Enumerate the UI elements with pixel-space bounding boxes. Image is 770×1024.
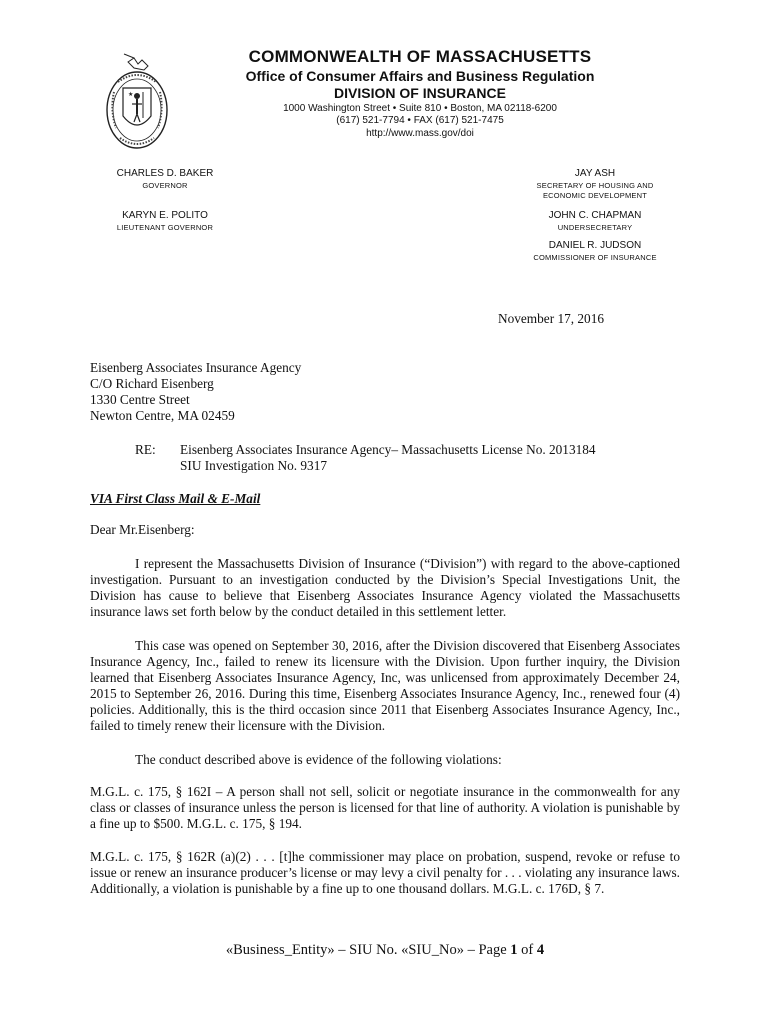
secretary-name: JAY ASH xyxy=(574,168,616,179)
secretary-title-1: SECRETARY OF HOUSING AND xyxy=(536,181,654,190)
recipient-line: 1330 Centre Street xyxy=(90,392,190,407)
undersecretary-title: UNDERSECRETARY xyxy=(557,223,633,232)
phone-line: (617) 521-7794 • FAX (617) 521-7475 xyxy=(336,115,504,126)
recipient-line: Eisenberg Associates Insurance Agency xyxy=(90,360,302,375)
governor-name: CHARLES D. BAKER xyxy=(116,168,214,179)
recipient-line: Newton Centre, MA 02459 xyxy=(90,408,235,423)
paragraph-1: I represent the Massachusetts Division of Insurance (“Division”) with regard to the above-captioned investigation. Pursuant to an investigation conducted by the Division’s Special Investigations Unit, the Division has cause to believe that Eisenberg Associates Insurance Agency violated the Massachusetts insurance laws set forth below by the conduct detailed in this settlement letter. xyxy=(90,556,680,619)
paragraph-2: This case was opened on September 30, 2016, after the Division discovered that Eisenberg Associates Insurance Agency, Inc., failed to renew its licensure with the Division. Upon further inquiry, the Division learned that Eisenberg Associates Insurance Agency, Inc, was unlicensed from approximately December 24, 2015 to September 26, 2016. During this time, Eisenberg Associates Insurance Agency, Inc., renewed four (4) policies. Additionally, this is the third occasion since 2011 that Eisenberg Associates Insurance Agency, Inc., failed to timely renew their licensure with the Division. xyxy=(90,638,680,733)
letter-date: November 17, 2016 xyxy=(498,311,604,326)
undersecretary-name: JOHN C. CHAPMAN xyxy=(548,210,642,221)
state-seal xyxy=(104,52,170,152)
division-title: DIVISION OF INSURANCE xyxy=(334,85,506,101)
commonwealth-title: COMMONWEALTH OF MASSACHUSETTS xyxy=(248,47,592,66)
paragraph-3: The conduct described above is evidence of the following violations: xyxy=(135,752,502,767)
footer-page-number: 1 xyxy=(510,942,518,958)
address-line: 1000 Washington Street • Suite 810 • Boston, MA 02118-6200 xyxy=(283,103,557,114)
paragraph-4: M.G.L. c. 175, § 162I – A person shall not sell, solicit or negotiate insurance in the commonwealth for any class or classes of insurance unless the person is licensed for that line of authority. A violation is punishable by a fine up to $500. M.G.L. c. 175, § 194. xyxy=(90,784,680,831)
page-footer xyxy=(90,942,680,959)
footer-page-total: 4 xyxy=(536,942,545,958)
re-label: RE: xyxy=(135,442,156,457)
governor-title: GOVERNOR xyxy=(142,181,188,190)
footer-prefix: «Business_Entity» – SIU No. «SIU_No» – Page xyxy=(225,942,511,958)
salutation: Dear Mr.Eisenberg: xyxy=(90,522,195,537)
re-investigation: SIU Investigation No. 9317 xyxy=(180,458,327,473)
footer-of: of xyxy=(517,942,537,958)
office-title: Office of Consumer Affairs and Business Regulation xyxy=(245,68,595,84)
delivery-method: VIA First Class Mail & E-Mail xyxy=(90,491,261,506)
commissioner-title: COMMISSIONER OF INSURANCE xyxy=(533,253,657,262)
re-subject: Eisenberg Associates Insurance Agency– Massachusetts License No. 2013184 xyxy=(180,442,596,457)
svg-text:★: ★ xyxy=(128,91,134,98)
commissioner-name: DANIEL R. JUDSON xyxy=(548,240,642,251)
paragraph-5: M.G.L. c. 175, § 162R (a)(2) . . . [t]he commissioner may place on probation, suspend, revoke or refuse to issue or renew an insurance producer’s license or may levy a civil penalty for . . . violating any insurance laws. Additionally, a violation is punishable by a fine up to one thousand dollars. M.G.L. c. 176D, § 7. xyxy=(90,849,680,896)
secretary-title-2: ECONOMIC DEVELOPMENT xyxy=(542,191,647,200)
lt-governor-name: KARYN E. POLITO xyxy=(122,210,208,221)
recipient-line: C/O Richard Eisenberg xyxy=(90,376,214,391)
lt-governor-title: LIEUTENANT GOVERNOR xyxy=(116,223,214,232)
website-link[interactable]: http://www.mass.gov/doi xyxy=(366,128,474,139)
